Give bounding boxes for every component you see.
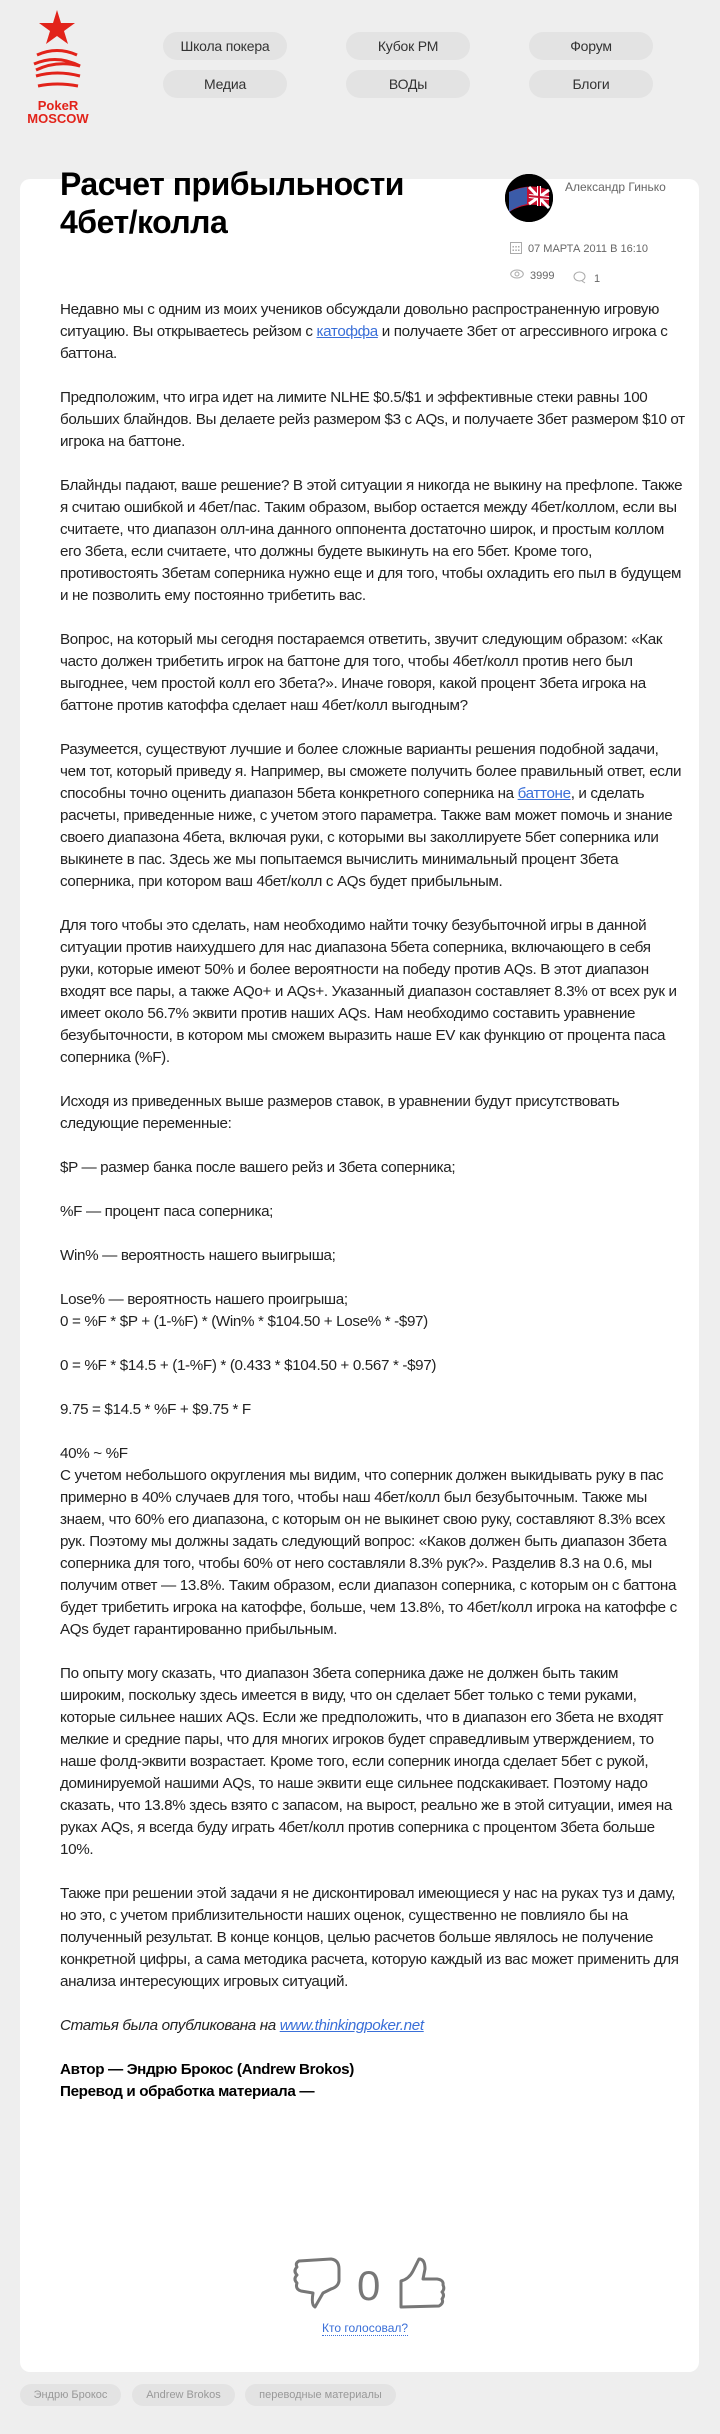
article-paragraph: Для того чтобы это сделать, нам необходимо найти точку безубыточной игры в данной ситуации против наихудшего для нас диапазона 5бета соперника, включающего в себя руки, которые имеют 50% и более вероятности на победу против AQs. В этот диапазон входят все пары, а также AQo+ и AQs+. Указанный диапазон составляет 8.3% от всех рук и имеет около 56.7% эквити против наших AQs. Нам необходимо составить уравнение безубыточности, в котором мы сможем выразить наше EV как функцию от процента паса соперника (%F). [60, 917, 677, 1066]
svg-text:PokeR: PokeR [37, 98, 79, 113]
translation-credit: Перевод и обработка материала — [60, 2083, 315, 2100]
text-span: Разумеется, существуют лучшие и более сложные варианты решения подобной задачи, чем тот, который приведу я. Например, вы сможете получить более правильный ответ, если способны точно оценить диапазон 5бета конкретного соперника на [60, 741, 682, 802]
views-text: 3999 [530, 269, 555, 282]
author-credit: Автор — Эндрю Брокос (Andrew Brokos) [60, 2061, 354, 2078]
date-text: 07 МАРТА 2011 В 16:10 [528, 243, 649, 255]
article-paragraph [60, 299, 685, 365]
publish-date [510, 241, 648, 257]
article-paragraph: Исходя из приведенных выше размеров ставок, в уравнении будут присутствовать следующие переменные: [60, 1093, 620, 1132]
text-span: Недавно мы с одним из моих учеников обсуждали довольно распространенную игровую ситуацию. Вы открываетесь рейзом с [60, 301, 659, 340]
article-body [60, 299, 685, 2125]
nav-poker-school[interactable]: Школа покера [163, 32, 287, 60]
article-paragraph: С учетом небольшого округления мы видим, что соперник должен выкидывать руку в пас примерно в 40% случаев для того, чтобы наш 4бет/колл был безубыточным. Также мы знаем, что 60% его диапазона, с которым он не выкинет свою руку, составляют 8.3% всех рук. Поэтому мы должны задать следующий вопрос: «Каков должен быть диапазон 3бета соперника для того, чтобы 60% от него составляли 8.3% рук?». Разделив 8.3 на 0.6, мы получим ответ — 13.8%. Таким образом, если диапазон соперника, с которым он с баттона будет трибетить игрока на катоффе, больше, чем 13.8%, то 4бет/колл игрока на катоффе с AQs будет гарантированно прибыльным. [60, 1467, 677, 1638]
nav-blogs[interactable]: Блоги [529, 70, 653, 98]
comments-text: 1 [594, 273, 601, 285]
calendar-icon [510, 241, 522, 257]
credits [60, 2059, 685, 2103]
inline-link[interactable]: катоффа [316, 323, 378, 340]
eye-icon [510, 269, 524, 282]
inline-link[interactable]: баттоне [517, 785, 571, 802]
article-paragraph: Win% — вероятность нашего выигрыша; [60, 1247, 336, 1264]
author-name[interactable]: Александр Гинько [565, 180, 666, 194]
author-avatar[interactable] [505, 174, 553, 222]
source-note [60, 2015, 685, 2037]
article-card [20, 166, 699, 2372]
text-span: , и сделать расчеты, приведенные ниже, с учетом этого параметра. Также вам может помочь и знание своего диапазона 4бета, включая руки, с которыми вы заколлируете 5бет соперника или выкинете в пас. Здесь же мы попытаемся вычислить минимальный процент 3бета соперника, при котором ваш 4бет/колл с AQs будет прибыльным. [60, 785, 673, 890]
text-span: и получаете 3бет от агрессивного игрока с баттона. [60, 323, 668, 362]
article-paragraph: Вопрос, на который мы сегодня постараемся ответить, звучит следующим образом: «Как часто должен трибетить игрок на баттоне для того, чтобы 4бет/колл против него был выгоднее, чем простой колл его 3бета?». Иначе говоря, какой процент 3бета игрока на баттоне против катоффа сделает наш 4бет/колл выгодным? [60, 631, 663, 714]
nav-vods[interactable]: ВОДы [346, 70, 470, 98]
article-paragraph: Предположим, что игра идет на лимите NLHE $0.5/$1 и эффективные стеки равны 100 больших блайндов. Вы делаете рейз размером $3 с AQs, и получаете 3бет размером $10 от игрока на баттоне. [60, 389, 685, 450]
article-paragraph: 9.75 = $14.5 * %F + $9.75 * F [60, 1401, 251, 1418]
poker-moscow-logo[interactable] [22, 8, 94, 123]
nav-pm-cup[interactable]: Кубок РМ [346, 32, 470, 60]
comment-icon [573, 271, 588, 287]
source-link-text: www.thinkingpoker.net [279, 2017, 424, 2034]
article-paragraph: 0 = %F * $P + (1-%F) * (Win% * $104.50 + Lose% * -$97) [60, 1313, 428, 1330]
svg-text:MOSCOW: MOSCOW [27, 111, 89, 123]
vote-widget [20, 2261, 699, 2311]
nav-media[interactable]: Медиа [163, 70, 287, 98]
tag-andrew-brokos-ru[interactable]: Эндрю Брокос [20, 2384, 121, 2406]
article-paragraph: Блайнды падают, ваше решение? В этой ситуации я никогда не выкину на префлопе. Также я считаю ошибкой и 4бет/пас. Таким образом, выбор остается между 4бет/коллом, если вы считаете, что диапазон олл-ина данного оппонента достаточно широк, и простым коллом его 3бета, если считаете, что должны будете выкинуть на его 5бет. Кроме того, противостоять 3бетам соперника нужно еще и для того, чтобы охладить его пыл в будущем и не позволить ему постоянно трибетить вас. [60, 477, 683, 604]
article-paragraph [60, 739, 685, 893]
thumbs-up-icon[interactable] [397, 2257, 447, 2314]
tag-translated-materials[interactable]: переводные материалы [245, 2384, 396, 2406]
vote-count: 0 [357, 2262, 381, 2309]
source-prefix: Статья была опубликована на [60, 2017, 280, 2034]
article-paragraph: Также при решении этой задачи я не дисконтировал имеющиеся у нас на руках туз и даму, но это, с учетом приблизительности наших оценок, существенно не повлияло бы на полученный результат. В конце концов, целью расчетов больше являлось не получение конкретной цифры, а сама методика расчета, которую каждый из вас может применить для анализа интересующих игровых ситуаций. [60, 1885, 679, 1990]
article-paragraph: Lose% — вероятность нашего проигрыша; [60, 1291, 348, 1308]
article-paragraph: 40% ~ %F [60, 1445, 128, 1462]
thumbs-down-icon[interactable] [293, 2257, 343, 2314]
tag-andrew-brokos[interactable]: Andrew Brokos [132, 2384, 235, 2406]
article-paragraph: %F — процент паса соперника; [60, 1203, 274, 1220]
article-paragraph: $P — размер банка после вашего рейз и 3бета соперника; [60, 1159, 456, 1176]
nav-forum[interactable]: Форум [529, 32, 653, 60]
views-count [510, 269, 554, 282]
comments-count[interactable] [573, 271, 600, 287]
article-title: Расчет прибыльности 4бет/колла [60, 166, 404, 240]
who-voted-link[interactable]: Кто голосовал? [322, 2321, 409, 2335]
article-paragraph: 0 = %F * $14.5 + (1-%F) * (0.433 * $104.50 + 0.567 * -$97) [60, 1357, 437, 1374]
article-paragraph: По опыту могу сказать, что диапазон 3бета соперника даже не должен быть таким широким, поскольку здесь имеется в виду, что он сделает 5бет только с теми руками, которые сильнее наших AQs. Если же предположить, что в диапазон его 3бета не входят мелкие и средние пары, что для многих игроков будет справедливым утверждением, то наше фолд-эквити возрастает. Кроме того, если соперник иногда сделает 5бет с рукой, доминируемой нашими AQs, то наше эквити еще сильнее подскакивает. Поэтому надо сказать, что 13.8% здесь взято с запасом, на вырост, реально же в этой ситуации, имея на руках AQs, я всегда буду играть 4бет/колл против соперника с процентом 3бета больше 10%. [60, 1665, 672, 1858]
source-link[interactable] [280, 2017, 424, 2034]
